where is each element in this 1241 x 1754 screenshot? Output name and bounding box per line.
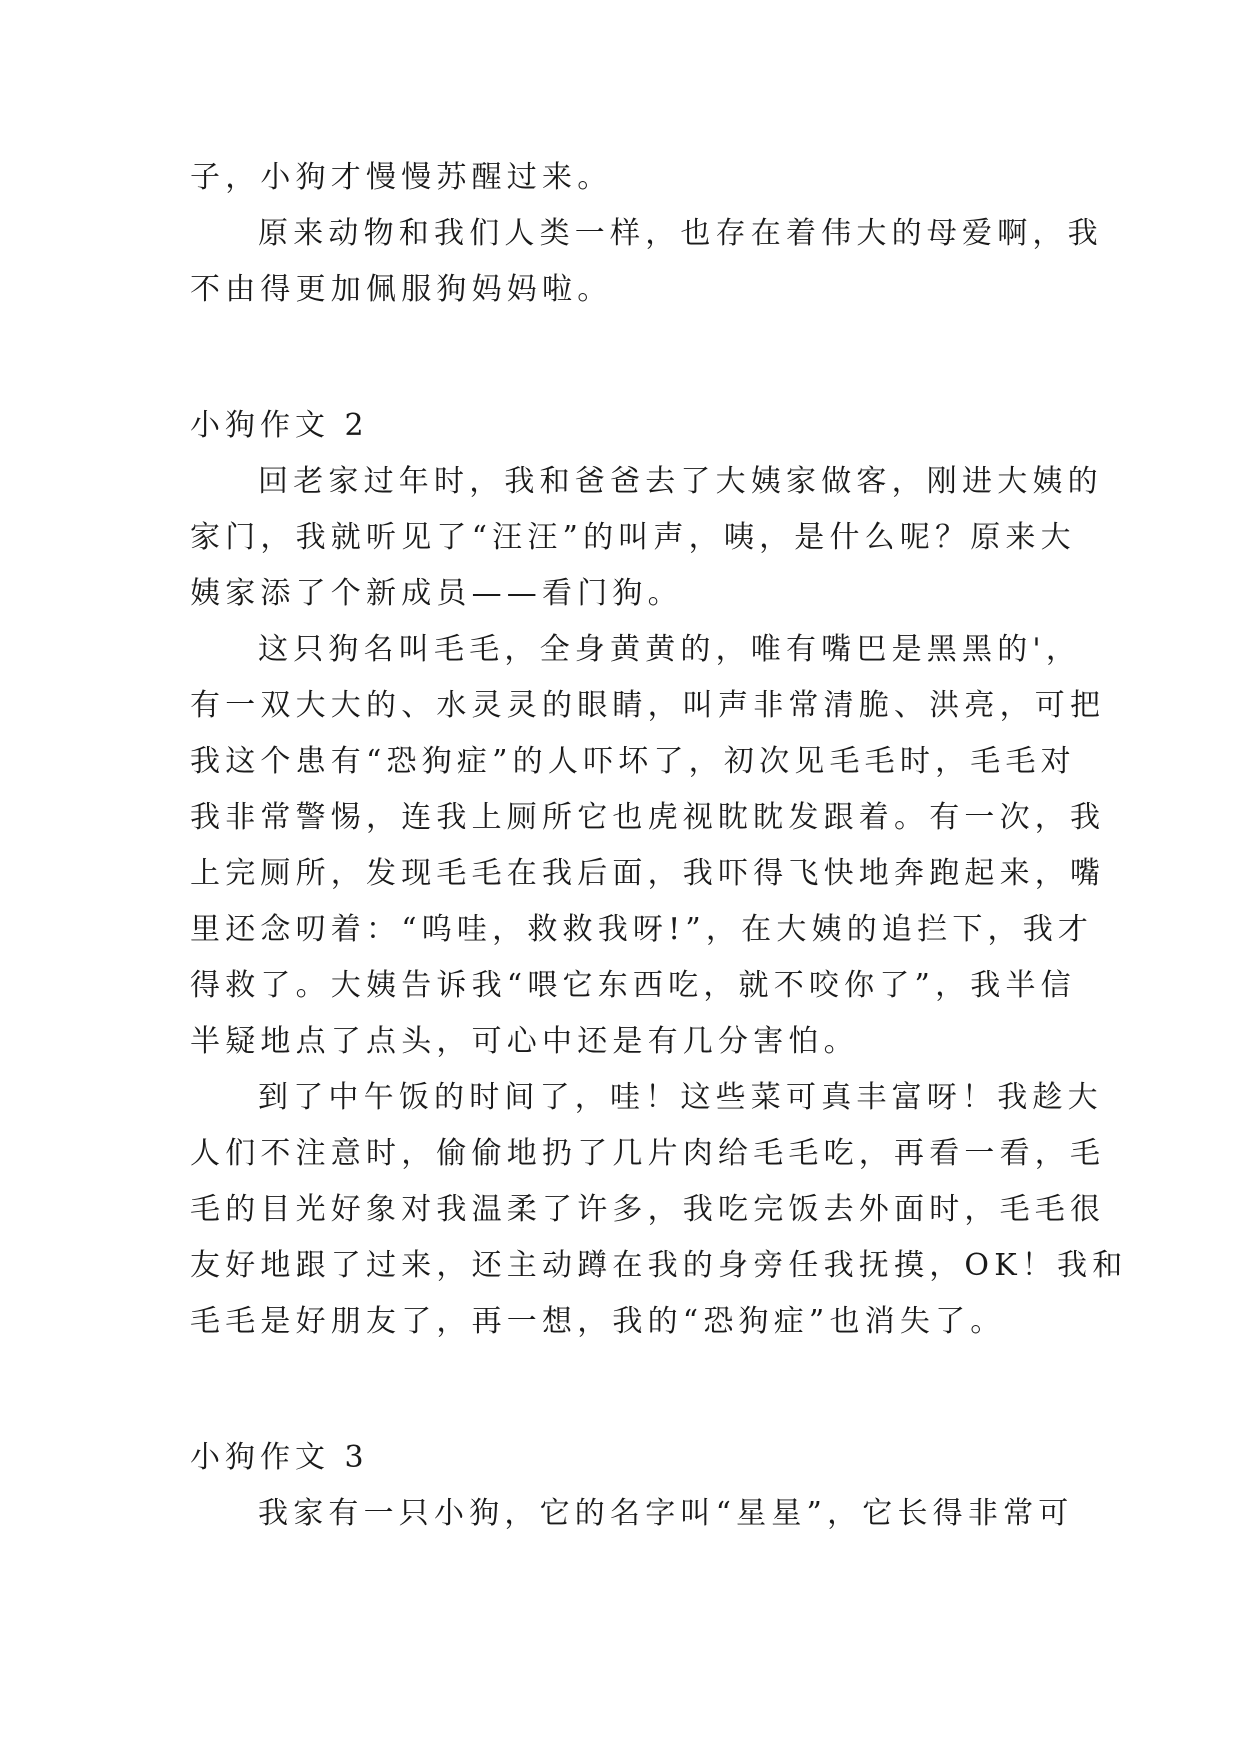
paragraph-line: 到了中午饭的时间了，哇！这些菜可真丰富呀！我趁大	[258, 1080, 1103, 1115]
paragraph-line: 回老家过年时，我和爸爸去了大姨家做客，刚进大姨的	[258, 464, 1103, 499]
essay-title-2: 小狗作文 2	[190, 408, 369, 443]
paragraph-line: 我家有一只小狗，它的名字叫“星星”，它长得非常可	[258, 1496, 1074, 1531]
paragraph-line: 子，小狗才慢慢苏醒过来。	[190, 160, 613, 195]
paragraph-line: 原来动物和我们人类一样，也存在着伟大的母爱啊，我	[258, 216, 1103, 251]
paragraph-line: 得救了。大姨告诉我“喂它东西吃，就不咬你了”，我半信	[190, 968, 1076, 1003]
paragraph-line: 不由得更加佩服狗妈妈啦。	[190, 272, 613, 307]
paragraph-line: 毛的目光好象对我温柔了许多，我吃完饭去外面时，毛毛很	[190, 1192, 1106, 1227]
paragraph-line: 我这个患有“恐狗症”的人吓坏了，初次见毛毛时，毛毛对	[190, 744, 1076, 779]
paragraph-line: 这只狗名叫毛毛，全身黄黄的，唯有嘴巴是黑黑的'，	[258, 632, 1082, 667]
paragraph-line: 我非常警惕，连我上厕所它也虎视眈眈发跟着。有一次，我	[190, 800, 1106, 835]
document-page	[190, 150, 1128, 1542]
paragraph-line: 毛毛是好朋友了，再一想，我的“恐狗症”也消失了。	[190, 1304, 1006, 1339]
paragraph-line: 家门，我就听见了“汪汪”的叫声，咦，是什么呢？原来大	[190, 520, 1076, 555]
paragraph-line: 上完厕所，发现毛毛在我后面，我吓得飞快地奔跑起来，嘴	[190, 856, 1106, 891]
paragraph-line: 姨家添了个新成员——看门狗。	[190, 576, 683, 611]
paragraph-line: 人们不注意时，偷偷地扔了几片肉给毛毛吃，再看一看，毛	[190, 1136, 1106, 1171]
paragraph-line: 有一双大大的、水灵灵的眼睛，叫声非常清脆、洪亮，可把	[190, 688, 1106, 723]
paragraph-line: 半疑地点了点头，可心中还是有几分害怕。	[190, 1024, 859, 1059]
essay-title-3: 小狗作文 3	[190, 1440, 369, 1475]
paragraph-line: 里还念叨着：“呜哇，救救我呀!”，在大姨的追拦下，我才	[190, 912, 1094, 947]
paragraph-line: 友好地跟了过来，还主动蹲在我的身旁任我抚摸，OK！我和	[190, 1248, 1128, 1283]
